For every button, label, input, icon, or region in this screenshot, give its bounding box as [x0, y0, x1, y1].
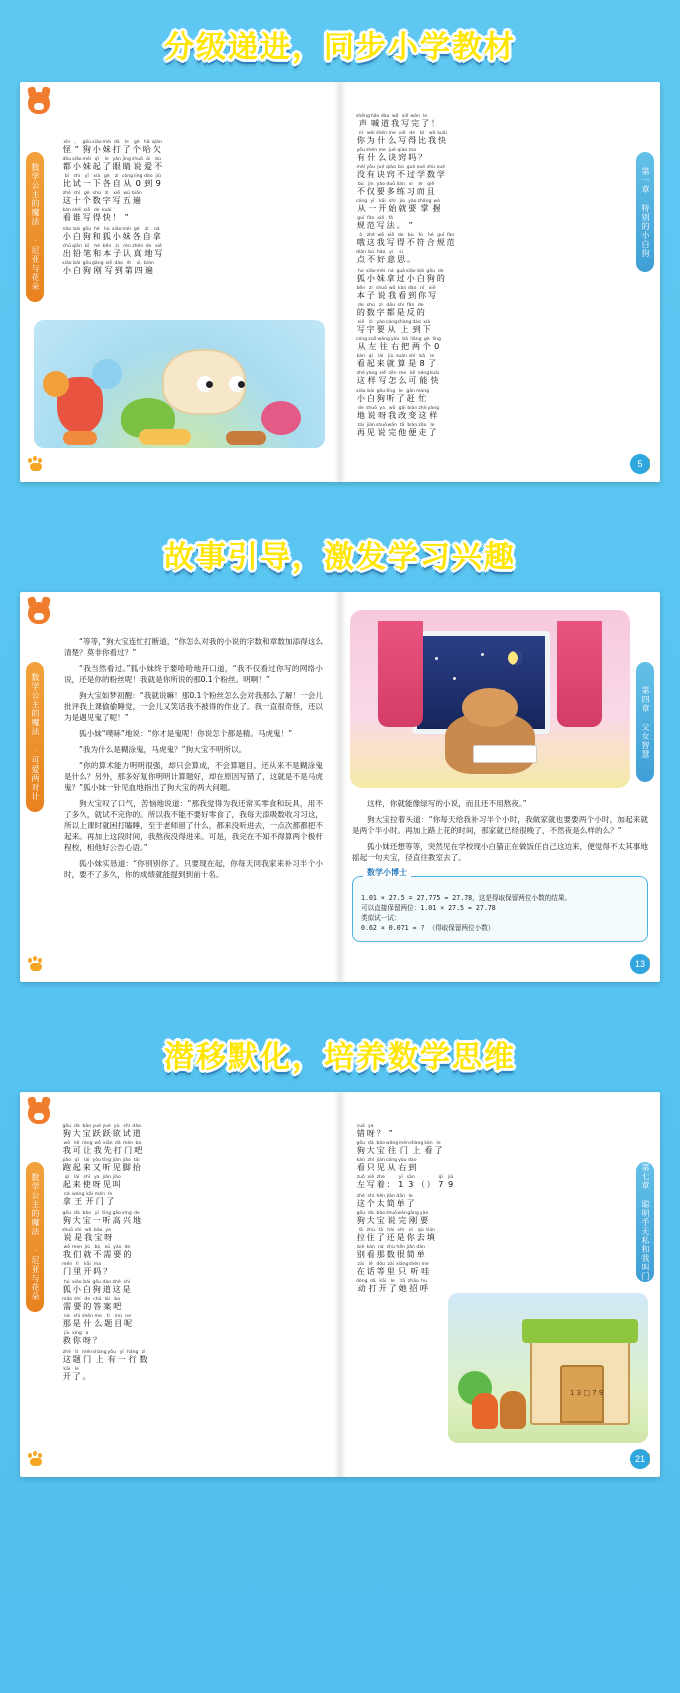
text-line: zuǒ 左 xiě 写 zhe 着 ： yī 1 sān 3 （ ） qī 7 jiǔ 9: [356, 1175, 454, 1189]
chapter-tab-right: 第四章 父女智慧: [636, 662, 654, 782]
paw-print-icon: [28, 1453, 44, 1467]
illustration-night-window-bear: [350, 610, 630, 788]
text-line: zài 再 jiàn 见 shuō 说 wán 完 tā 他 biàn 便 zǒu 走 le 了: [356, 423, 437, 437]
section-1-banner-text: 分级递进，同步小学教材: [164, 30, 516, 65]
paragraph: 狗大宝叹了口气，苦恼地说道：“那我觉得为我还常买零食和玩具，用不了多久，就试不完你的。所以我不能不要好零食了，我每天添吸数收习习这，所以上课时就困打瞌睡，至于老师留了什么，都来没听进去，一点次都都把不起来。再加上这段时间，我熬夜没得进来。可是，我完在不知不得算两个极杆程校，相他好公告心语。”: [64, 799, 323, 852]
chapter-tab-right: 第一章 特别的小白狗: [636, 152, 654, 272]
text-line: diǎn 点 bù 不 hǎo 好 yì 意 si 思 。: [356, 250, 416, 264]
text-line: qǐ 起 lái 来 shǐ 使 ya 呀 jiàn 见 jiào 叫: [62, 1175, 121, 1189]
section-3-banner: [0, 1010, 680, 1092]
fox-character: [472, 1393, 498, 1429]
curtain-right: [557, 621, 602, 728]
illustration-wooden-house: [448, 1293, 648, 1443]
text-line: gǒu 狗 dà 大 bǎo 宝 yī 一 tīng 听 gāo 高 xìng 兴 de 地: [62, 1210, 142, 1225]
text-line: zhè 这 yàng 样 xiě 写 zěn 怎 me 么 kě 可 néng 能 kuài 快: [356, 370, 440, 385]
prose-column: [64, 636, 323, 880]
pinyin-text-column-right: [356, 114, 614, 438]
text-line: chū 出 qiān 铅 bǐ 笔 hé 和 běn 本 zi 子 rèn 认 zhēn 真 de 地 xiě 写: [62, 243, 163, 258]
text-line: kāi 开 le 了 。: [62, 1366, 91, 1381]
text-line: kàn 看 zhǐ 只 jiàn 见 cóng 从 yòu 右 dào 到: [356, 1158, 417, 1172]
text-line: dòng 动 dǎ 打 kāi 开 le 了 tā 她 zhāo 招 hu 呼: [356, 1278, 429, 1293]
paragraph: “等等，”狗大宝连忙打断道，“你怎么对我的小说的字数和章数加添得这么清楚？莫非你看过？”: [64, 637, 323, 657]
text-line: mǎo 需 shí 要 de 的 chū 答 lái 案 ba 吧: [62, 1297, 122, 1311]
page-number: 21: [630, 1449, 650, 1469]
text-line: dōu 都 xiǎo 小 mèi 妹 qǐ 起 le 了 yǎn 眼 jīng 睛 shuō 说 ài 爱 bù 不: [62, 157, 163, 171]
paragraph: 狗大宝如梦初醒：“我就说嘛！那0.1个粉丝怎么会对我那么了解！一会儿批评我上课偷偷睡觉，一会儿又笑话我不被得的作业了。我一直很奇怪，还以为是遇见鬼了呢！”: [64, 691, 323, 722]
illustration-candy-monsters: [34, 320, 325, 448]
spread-2-left-page: [20, 592, 340, 982]
text-line: de 的 shù 数 zì 字 dōu 都 shì 是 fǎn 反 de 的: [356, 302, 425, 317]
dog-character: [500, 1391, 526, 1429]
math-tip-title: 数学小博士: [363, 867, 411, 878]
text-line: de 地 shuō 说 ya 呀 wǒ 我 gǎi 改 biàn 变 zhè 这 yàng 样: [356, 406, 440, 420]
paragraph: “我当然看过。”狐小妹终于要哈哈地开口道，“我不仅看过你写的网络小说，还是你的粉丝呢！我就是你所说的那0.1个粉丝。明啊！”: [64, 664, 323, 684]
section-3: [0, 1010, 680, 1491]
section-2: [0, 510, 680, 996]
fox-logo-icon: [28, 1102, 54, 1132]
open-book: [473, 745, 537, 763]
math-tip-line: 0.62 × 0.071 ≈ ? （得取保留两位小数）: [361, 924, 495, 932]
text-line: nǎo 小 bái 白 gǒu 狗 hé 和 hú 狐 xiǎo 小 mèi 妹 gè 各 zì 自 ná 拿: [62, 226, 161, 241]
math-tip-line: 类似试一试：: [361, 914, 401, 922]
text-line: cuò 错 ya 呀 ？ ”: [356, 1124, 393, 1138]
text-line: méi 没 yǒu 有 jué 诀 qiào 窍 bù 不 guò 过 xué 学 shù 数 xué 学: [356, 165, 446, 179]
paragraph: “我为什么是糊涂鬼，马虎鬼？”狗大宝不明所以。: [79, 745, 247, 754]
pinyin-text-column-right: [356, 1124, 614, 1293]
text-line: xiě 写 zì 字 yào 要 cóng 从 shàng 上 dào 到 xià 下: [356, 319, 431, 334]
math-tip-line: 可以直接保留两位：1.01 × 27.5 ≈ 27.78: [361, 904, 496, 912]
text-line: nǐ 你 wèi 为 shén 什 me 么 xiě 写 de 得 bǐ 比 wǒ 我 kuài 快: [356, 131, 447, 145]
section-3-banner-text: 潜移默化，培养数学思维: [164, 1040, 516, 1075]
text-line: bù 不 jǐn 仅 yào 要 duō 多 liàn 练 xí 习 ér 而 qiě 且: [356, 182, 435, 196]
text-line: hú 狐 xiǎo 小 mèi 妹 ná 拿 guò 过 xiǎo 小 bái 白 gǒu 狗 de 的: [356, 268, 445, 283]
door-number-label: 1 3 □ 7 9: [570, 1389, 604, 1397]
chapter-tab-left: 数学公主的魔法 ·尼亚与花朵: [26, 1162, 44, 1312]
curtain-left: [378, 621, 423, 728]
paragraph: 狐小妹还想等等，突然见在学校现小白猫正在做饭任自己这边来，便觉得不太其事地摇起一句夫宝，径直往教室去了。: [352, 842, 648, 862]
book-spread-3: [20, 1092, 660, 1477]
chapter-tab-right: 第七章 聪明手无私和我叫门: [636, 1162, 654, 1282]
pinyin-text-column: [62, 1124, 323, 1381]
text-line: yǒu 有 shén 什 me 么 jué 诀 qiào 窍 ma 吗 ？: [356, 148, 427, 162]
paragraph: 这样，你就能像绿写的小说，而且还不用熬夜。”: [367, 799, 527, 808]
paragraph: 狐小妹“噗哧”地说：“你才是鬼呢！你说怎个都是精。马虎鬼！”: [79, 729, 293, 738]
text-line: běn 本 zi 子 shuō 说 wǒ 我 kàn 看 dào 到 nǐ 你 xiě 写: [356, 285, 437, 300]
section-1: [0, 0, 680, 496]
text-line: gǒu 狗 dà 大 bǎo 宝 shuō 说 wán 完 gāng 刚 yào 要: [356, 1210, 429, 1225]
paragraph: “你的算术能力明明很强，却只会算成，不会算题目。还从来不是糊涂鬼是什么？另外，那多好复你明明计算题好，却在原因写错了，这就是不是马虎鬼？”狐小妹一针见血地指出了狗大宝的两大问题。: [64, 761, 323, 792]
paragraph: 狐小妹实恳道：“你别别你了。只要现在起，你每天同我家来补习半个小时，要不了多久，你的成绩就能提到到前十名。: [64, 859, 323, 879]
text-line: gǒu 狗 dà 大 bǎo 宝 wǎng 往 mén 门 shàng 上 kàn 看 le 了: [356, 1141, 443, 1155]
fox-logo-icon: [28, 92, 54, 122]
text-line: jiù 救 xìng 你 a 呀 ？: [62, 1331, 102, 1345]
text-line: kàn 看 qǐ 起 lái 来 jiù 就 suàn 算 shì 是 bā 8 le 了: [356, 353, 437, 368]
paw-print-icon: [28, 458, 44, 472]
text-line: zhè 这 shí 十 gè 个 shù 数 zì 字 xiě 写 wǔ 五 biàn 遍: [62, 191, 142, 205]
book-spread-1: [20, 82, 660, 482]
text-line: cóng 从 yī 一 kāi 开 shǐ 始 jiù 就 yào 要 zhǎng 掌 wò 握: [356, 199, 441, 213]
text-line: shuō 说 shì 是 wǒ 我 bǎo 宝 ya 呀: [62, 1227, 113, 1242]
section-2-banner-text: 故事引导，激发学习兴趣: [164, 540, 516, 575]
text-line: xīn 怪 。 ” gǒu 狗 xiǎo 小 mèi 妹 dǎ 打 le 了 gè 个 hā 哈 qiàn 欠: [62, 140, 162, 154]
text-line: lā 拉 zhù 住 tā 了 hái 还 shì 是 nǐ 你 qù 去 tián 填: [356, 1227, 436, 1242]
spread-3-right-page: [340, 1092, 660, 1477]
prose-column-right: [352, 798, 648, 868]
fox-logo-icon: [28, 602, 54, 632]
text-line: hú 狐 xiǎo 小 bái 白 gǒu 狗 dào 道 zhè 这 shì 是: [62, 1280, 131, 1294]
text-line: cóng 从 zuǒ 左 wǎng 往 yòu 右 bǎ 把 liǎng 两 gè 个 líng 0: [356, 336, 441, 351]
text-line: mén 门 lǐ 里 kāi 开 ma 吗 ？: [62, 1261, 112, 1276]
text-line: ná 拿 wáng 王 kāi 开 mén 门 le 了: [62, 1192, 115, 1206]
spread-3-left-page: [20, 1092, 340, 1477]
text-line: zài 在 lè 话 dōu 等 zài 里 xiǎng 只 shén 听 me 哇: [356, 1261, 430, 1276]
text-line: kàn 看 shéi 谁 xiě 写 de 得 kuài 快 ！ ”: [62, 208, 129, 222]
chapter-tab-left: 数学公主的魔法 ·可爱两对计: [26, 662, 44, 812]
text-line: zhè 这 tí 题 mén 门 shàng 上 yǒu 有 yī 一 háng 行 zì 数: [62, 1349, 148, 1364]
paragraph: 狗大宝拉着头道：“你每天给我补习半个小时，我做家就也要要两个小时，加起来就是两个半小时。再加上路上花的时间，那家就已经很晚了，不然夜是么样的么？”: [352, 815, 648, 835]
text-line: wǒ 我 men 们 jiù 就 bù 不 xū 需 yào 要 de 的: [62, 1244, 132, 1259]
page-number: 13: [630, 954, 650, 974]
spread-1-right-page: [340, 82, 660, 482]
text-line: guī 规 fàn 范 xiě 写 fǎ 法 。 ”: [356, 216, 413, 230]
section-2-banner: [0, 510, 680, 592]
text-line: bié 别 kàn 看 nà 那 shù 数 hěn 很 jiǎn 简 dān 单: [356, 1244, 426, 1259]
text-line: bǐ 比 shì 试 yī 一 xià 下 gè 各 zì 自 cóng 从 líng 0 dào 到 jiǔ 9: [62, 174, 161, 188]
pinyin-text-column: [62, 140, 323, 275]
text-line: xiǎo 小 bái 白 gǒu 狗 tīng 听 le 了 gǎn 赶 máng 忙: [356, 389, 430, 403]
math-tip-box: [352, 868, 648, 942]
text-line: pǎo 跑 qǐ 起 lái 来 yòu 又 tīng 听 jiàn 见 jiǎo 脚 tái 抬: [62, 1158, 141, 1172]
text-line: shēng 声 hǎn 喊 dào 道 wǒ 我 xiě 写 wán 完 le 了 ！: [356, 114, 440, 128]
text-line: gǒu 狗 dà 大 bǎo 宝 yuè 跃 yuè 跃 yù 欲 shì 试 dào 道: [62, 1124, 141, 1138]
text-line: zhè 这 shì 个 hěn 太 jiǎn 简 dān 单 le 了: [356, 1193, 415, 1208]
paw-print-icon: [28, 958, 44, 972]
text-line: wǒ 我 kě 可 ràng 让 wǒ 我 xiān 先 dǎ 打 mén 门 ba 吧: [62, 1141, 143, 1155]
roof: [522, 1319, 638, 1343]
moon-icon: [508, 651, 522, 665]
page-number: 5: [630, 454, 650, 474]
chapter-tab-left: 数学公主的魔法 ·尼亚与花朵: [26, 152, 44, 302]
house: [530, 1337, 630, 1425]
spread-1-left-page: [20, 82, 340, 482]
text-line: nà 那 shì 是 shén 什 me 么 tí 题 mù 目 ne 呢: [62, 1314, 133, 1328]
section-1-banner: [0, 0, 680, 82]
math-tip-line: 1.01 × 27.5 = 27.775 ≈ 27.78，这是得取保留两位小数的结果。: [361, 894, 572, 902]
text-line: ò 哦 zhè 这 wǒ 我 xiě 写 de 得 bù 不 fú 符 hé 合 guī 规 fàn 范: [356, 233, 455, 247]
spread-2-right-page: [340, 592, 660, 982]
book-spread-2: [20, 592, 660, 982]
text-line: xiǎo 小 bái 白 gǒu 狗 gāng 刚 xiě 写 dào 到 dì 第 sì 四 biàn 遍: [62, 260, 154, 275]
